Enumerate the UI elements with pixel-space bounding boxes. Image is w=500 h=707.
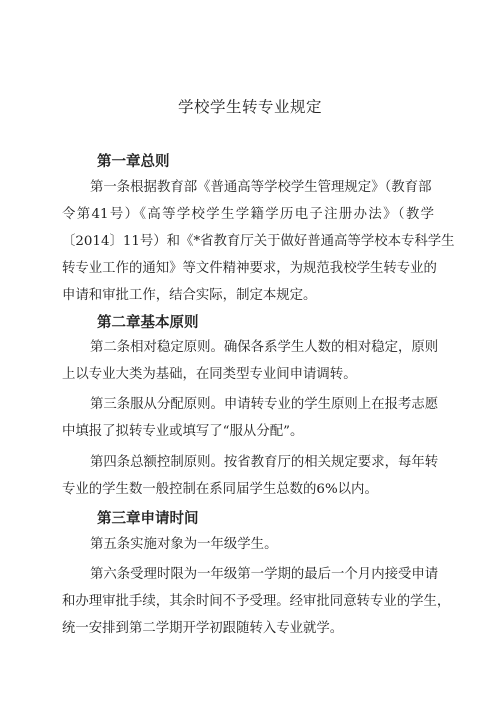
article-4-line-2: 专业的学生数一般控制在系同届学生总数的6%以内。 xyxy=(62,482,378,497)
article-2-line-1: 第二条相对稳定原则。确保各系学生人数的相对稳定，原则 xyxy=(90,340,439,355)
chapter-2-heading: 第二章基本原则 xyxy=(97,315,199,331)
chapter-3-heading: 第三章申请时间 xyxy=(97,511,199,527)
document-title: 学校学生转专业规定 xyxy=(177,98,322,116)
article-6-line-2: 和办理审批手续，其余时间不予受理。经审批同意转专业的学生， xyxy=(62,594,451,609)
article-5-line-1: 第五条实施对象为一年级学生。 xyxy=(90,537,278,552)
article-6-line-3: 统一安排到第二学期开学初跟随转入专业就学。 xyxy=(62,621,344,636)
article-3-line-2: 中填报了拟转专业或填写了“服从分配”。 xyxy=(62,424,304,439)
article-1-line-5: 申请和审批工作，结合实际，制定本规定。 xyxy=(62,288,317,303)
article-6-line-1: 第六条受理时限为一年级第一学期的最后一个月内接受申请 xyxy=(90,567,439,582)
article-1-line-1: 第一条根据教育部《普通高等学校学生管理规定》（教育部 xyxy=(90,180,432,195)
article-2-line-2: 上以专业大类为基础，在同类型专业间申请调转。 xyxy=(62,367,357,382)
article-1-line-4: 转专业工作的通知》等文件精神要求，为规范我校学生转专业的 xyxy=(62,261,437,276)
chapter-1-heading: 第一章总则 xyxy=(97,154,170,170)
article-3-line-1: 第三条服从分配原则。申请转专业的学生原则上在报考志愿 xyxy=(90,397,439,412)
article-1-line-2: 令第41号）《高等学校学生学籍学历电子注册办法》（教学 xyxy=(62,207,434,222)
article-4-line-1: 第四条总额控制原则。按省教育厅的相关规定要求，每年转 xyxy=(90,455,439,470)
article-1-line-3: 〔2014〕11号）和《*省教育厅关于做好普通高等学校本专科学生 xyxy=(62,234,455,249)
